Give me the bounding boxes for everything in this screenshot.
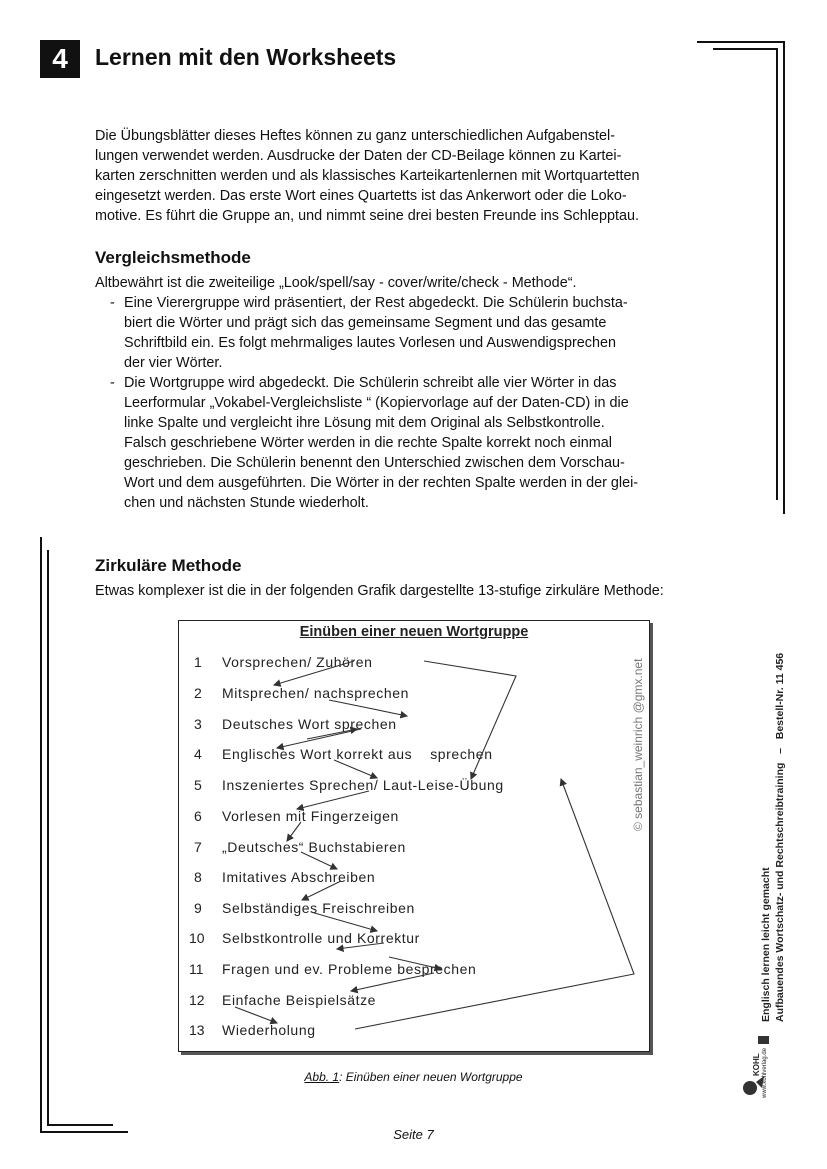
- step-number: 3: [194, 716, 202, 732]
- chapter-title: Lernen mit den Worksheets: [95, 44, 397, 70]
- step-number: 12: [189, 992, 205, 1008]
- section1-lead: Altbewährt ist die zweiteilige „Look/spell/say - cover/write/check - Methode“.: [95, 275, 577, 291]
- frame-top-right-horizontal: [697, 41, 783, 43]
- section-heading-zirkulaere-methode: Zirkuläre Methode: [95, 556, 242, 575]
- arrow-6-7: [287, 822, 301, 841]
- step-text: Einfache Beispielsätze: [222, 992, 377, 1008]
- copyright-text: © sebastian_weinrich @gmx.net: [631, 658, 645, 831]
- frame-right-vertical-inner: [776, 48, 778, 500]
- intro-line: Die Übungsblätter dieses Heftes können zu ganz unterschiedlichen Aufgabenstel-: [95, 128, 615, 144]
- step-text: Vorsprechen/ Zuhören: [222, 654, 373, 670]
- sidebar-line-2: Aufbauendes Wortschatz- und Rechtschreibtraining – Bestell-Nr. 11 456: [774, 652, 786, 1022]
- bullet-item-2: [110, 373, 724, 513]
- caption-label: Abb. 1: [304, 1070, 340, 1084]
- step-text: Inszeniertes Sprechen/ Laut-Leise-Übung: [222, 777, 504, 793]
- bullet-line: Die Wortgruppe wird abgedeckt. Die Schülerin schreibt alle vier Wörter in das: [124, 375, 617, 391]
- step-number: 9: [194, 900, 202, 916]
- figure-caption: [0, 1070, 827, 1084]
- bullet-line: Eine Vierergruppe wird präsentiert, der Rest abgedeckt. Die Schülerin buchsta-: [124, 295, 628, 311]
- sidebar-line-1: Englisch lernen leicht gemacht: [760, 867, 772, 1022]
- arrow-2-3: [329, 700, 407, 716]
- step-number: 4: [194, 746, 202, 762]
- publisher-logo: [742, 1032, 770, 1100]
- intro-line: lungen verwendet werden. Ausdrucke der Daten der CD-Beilage können zu Kartei-: [95, 148, 622, 164]
- step-number: 7: [194, 839, 202, 855]
- bullet-line: Falsch geschriebene Wörter werden in die rechte Spalte korrekt noch einmal: [124, 435, 612, 451]
- step-text: Imitatives Abschreiben: [222, 869, 376, 885]
- step-number: 1: [194, 654, 202, 670]
- step-text: Vorlesen mit Fingerzeigen: [222, 808, 399, 824]
- arrow-8-9: [302, 881, 341, 900]
- step-number: 6: [194, 808, 202, 824]
- step-text: „Deutsches“ Buchstabieren: [222, 839, 406, 855]
- figure-arrows: [179, 621, 649, 1051]
- arrow-4-5: [334, 760, 377, 778]
- section-heading-vergleichsmethode: Vergleichsmethode: [95, 248, 251, 267]
- step-text: Selbstkontrolle und Korrektur: [222, 930, 420, 946]
- arrow-1-5: [424, 661, 516, 779]
- step-number: 2: [194, 685, 202, 701]
- bullet-line: der vier Wörter.: [124, 355, 223, 371]
- intro-line: eingesetzt werden. Das erste Wort eines Quartetts ist das Ankerwort oder die Loko-: [95, 188, 627, 204]
- frame-right-vertical: [783, 41, 785, 514]
- intro-line: karten zerschnitten werden und als klassisches Karteikartenlernen mit Wortquartetten: [95, 168, 640, 184]
- arrow-4-3: [307, 729, 357, 739]
- step-number: 11: [189, 961, 204, 977]
- step-text: Wiederholung: [222, 1022, 316, 1038]
- chapter-number: 4: [52, 43, 68, 74]
- frame-bottom-left-horizontal-inner: [47, 1124, 113, 1126]
- bullet-line: Wort und dem ausgeführten. Die Wörter in der rechten Spalte werden in der glei-: [124, 475, 639, 491]
- bullet-line: Schriftbild ein. Es folgt mehrmaliges lautes Vorlesen und Auswendigsprechen: [124, 335, 616, 351]
- arrow-9-10: [311, 912, 377, 931]
- arrow-3-4: [277, 729, 361, 748]
- frame-top-right-horizontal-inner: [713, 48, 776, 50]
- chapter-number-box: [40, 40, 80, 78]
- bullet-item-1: [110, 293, 724, 373]
- bullet-line: Leerformular „Vokabel-Vergleichsliste “ (Kopiervorlage auf der Daten-CD) in die: [124, 395, 629, 411]
- step-text: Englisches Wort korrekt aus sprechen: [222, 746, 493, 762]
- step-number: 8: [194, 869, 202, 885]
- page-number: Seite 7: [393, 1127, 434, 1142]
- figure-title: Einüben einer neuen Wortgruppe: [299, 624, 529, 640]
- arrow-5-6: [297, 791, 369, 809]
- step-text: Mitsprechen/ nachsprechen: [222, 685, 409, 701]
- step-number: 13: [189, 1022, 205, 1038]
- arrow-11-10: [389, 957, 441, 969]
- step-text: Deutsches Wort sprechen: [222, 716, 397, 732]
- arrow-10-11: [337, 943, 384, 949]
- step-number: 10: [189, 930, 205, 946]
- step-text: Selbständiges Freischreiben: [222, 900, 415, 916]
- section2-lead: Etwas komplexer ist die in der folgenden Grafik dargestellte 13-stufige zirkuläre Methode:: [95, 583, 664, 599]
- frame-left-vertical-inner: [47, 550, 49, 1126]
- arrow-13-5: [355, 779, 634, 1029]
- bullet-dash: -: [110, 295, 115, 311]
- bullet-line: linke Spalte und vergleicht ihre Lösung mit dem Original als Selbstkontrolle.: [124, 415, 605, 431]
- bullet-line: chen und nächsten Stunde wiederholt.: [124, 495, 369, 511]
- intro-line: motive. Es führt die Gruppe an, und nimmt seine drei besten Freunde ins Schlepptau.: [95, 208, 639, 224]
- step-text: Fragen und ev. Probleme besprechen: [222, 961, 477, 977]
- arrow-7-8: [301, 852, 337, 869]
- figure-wortgruppe: [178, 620, 650, 1052]
- arrow-12-13: [235, 1007, 277, 1023]
- step-number: 5: [194, 777, 202, 793]
- bullet-dash: -: [110, 375, 115, 391]
- publisher-website: www.kohlverlag.de: [762, 1047, 768, 1098]
- bullet-line: geschrieben. Die Schülerin benennt den Unterschied zwischen dem Vorschau-: [124, 455, 625, 471]
- bullet-line: biert die Wörter und prägt sich das gemeinsame Segment und das gesamte: [124, 315, 607, 331]
- intro-paragraph: [95, 126, 725, 226]
- frame-left-vertical: [40, 537, 42, 1133]
- publisher-name: KOHL: [752, 1053, 761, 1076]
- arrow-1-2: [274, 661, 354, 685]
- arrow-11-12: [351, 973, 434, 991]
- caption-text: : Einüben einer neuen Wortgruppe: [339, 1070, 523, 1084]
